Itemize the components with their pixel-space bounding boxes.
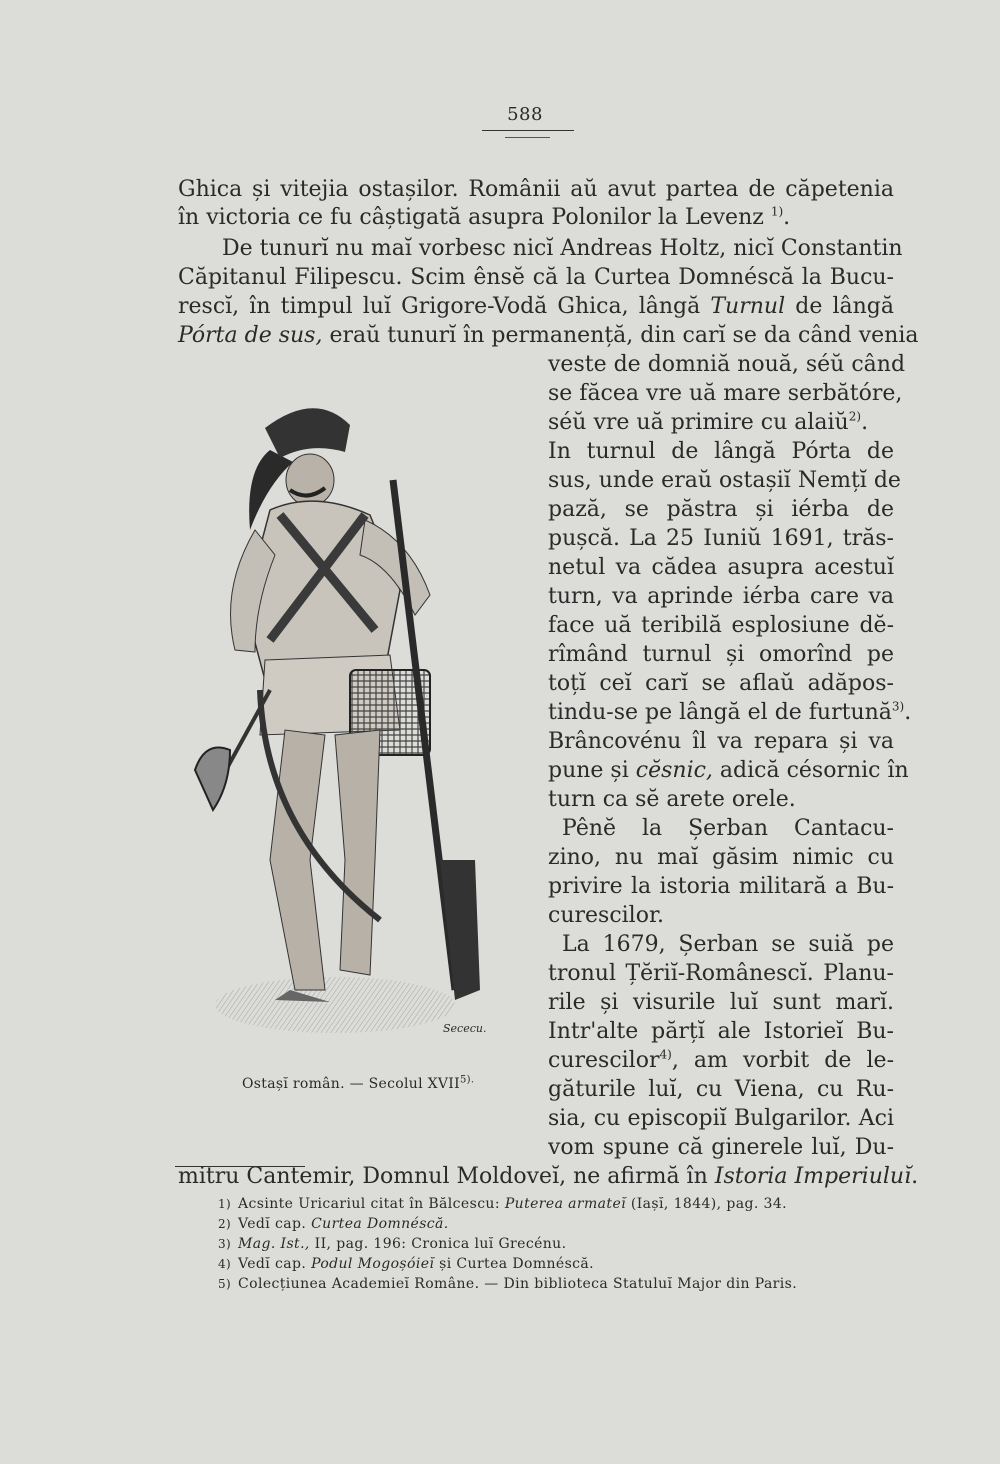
body-line: Brâncovénu îl va repara și va: [548, 729, 894, 754]
body-line: De tunurĭ nu maĭ vorbesc nicĭ Andreas Holtz, nicĭ Constantin: [222, 236, 903, 261]
body-line: tindu-se pe lângă el de furtună$^{3)}$.: [548, 699, 912, 725]
footnote-ref: 4): [659, 1047, 672, 1062]
body-line: sus, unde eraŭ ostașiĭ Nemțĭ de: [548, 468, 901, 493]
soldier-engraving: [175, 390, 535, 1070]
footnote: 3) Mag. Ist., II, pag. 196: Cronica luĭ Grecénu.: [218, 1236, 567, 1252]
footnote: 1) Acsinte Uricariul citat în Bălcescu: Puterea armateĭ (Iașĭ, 1844), pag. 34.: [218, 1196, 788, 1212]
body-line: pune și cĕsnic, adică césornic în: [548, 758, 909, 783]
footnote-ref: 1): [770, 204, 784, 219]
footnote: 5) Colecțiunea Academieĭ Române. — Din biblioteca Statuluĭ Major din Paris.: [218, 1276, 798, 1292]
body-line: pușcă. La 25 Iuniŭ 1691, trăs-: [548, 526, 894, 551]
body-line: Ghica și vitejia ostașilor. Românii aŭ avut partea de căpetenia: [178, 177, 894, 202]
body-line: vom spune că ginerele luĭ, Du-: [548, 1135, 894, 1160]
body-line: în victoria ce fu câștigată asupra Polonilor la Levenz $^{1)}$.: [178, 204, 791, 230]
body-line: sia, cu episcopiĭ Bulgarilor. Aci: [548, 1106, 894, 1131]
body-line: se făcea vre uă mare serbătóre,: [548, 381, 903, 406]
body-line: zino, nu maĭ găsim nimic cu: [548, 845, 894, 870]
artist-signature: Sececu.: [443, 1022, 487, 1035]
body-line: tronul Țĕriĭ-Românescĭ. Planu-: [548, 961, 894, 986]
body-line: Pênĕ la Șerban Cantacu-: [562, 816, 894, 841]
body-line: In turnul de lângă Pórta de: [548, 439, 894, 464]
soldier-illustration: [175, 390, 535, 1070]
figure-caption: Ostașĭ român. — Secolul $XVII^{5).}$: [242, 1074, 475, 1092]
body-line: face uă teribilă esplosiune dĕ-: [548, 613, 894, 638]
footnote-rule: [175, 1166, 305, 1167]
body-line: La 1679, Șerban se suiă pe: [562, 932, 894, 957]
header-rule-short: [505, 137, 550, 138]
body-line: Intr'alte părțĭ ale Istorieĭ Bu-: [548, 1019, 894, 1044]
body-line: pază, se păstra și iérba de: [548, 497, 894, 522]
body-line: găturile luĭ, cu Viena, cu Ru-: [548, 1077, 894, 1102]
body-line: séŭ vre uă primire cu alaiŭ$^{2)}$.: [548, 409, 869, 435]
body-line: turn ca sĕ arete orele.: [548, 787, 796, 812]
body-line: Pórta de sus, eraŭ tunurĭ în permanență, din carĭ se da când venia: [178, 323, 919, 348]
body-line: mitru Cantemir, Domnul Moldoveĭ, ne afirmă în Istoria Imperiuluĭ.: [178, 1164, 919, 1189]
footnote: 2) Vedĭ cap. Curtea Domnéscă.: [218, 1216, 449, 1232]
footnote: 4) Vedĭ cap. Podul Mogoșóieĭ și Curtea Domnéscă.: [218, 1256, 595, 1272]
body-line: curescilor$^{4)}$, am vorbit de le-: [548, 1047, 894, 1073]
body-line: turn, va aprinde iérba care va: [548, 584, 894, 609]
page-number: 588: [507, 104, 543, 125]
body-line: curescilor.: [548, 903, 665, 928]
body-line: veste de domniă nouă, séŭ când: [548, 352, 906, 377]
header-rule: [482, 130, 574, 131]
body-line: toțĭ ceĭ carĭ se aflaŭ adăpos-: [548, 671, 894, 696]
body-line: rile și visurile luĭ sunt marĭ.: [548, 990, 894, 1015]
footnote-ref: 2): [848, 409, 862, 424]
body-line: Căpitanul Filipescu. Scim ênsĕ că la Curtea Domnéscă la Bucu-: [178, 265, 894, 290]
body-line: privire la istoria militară a Bu-: [548, 874, 894, 899]
footnote-ref: 3): [891, 699, 905, 714]
body-line: netul va cădea asupra acestuĭ: [548, 555, 894, 580]
body-line: rescĭ, în timpul luĭ Grigore-Vodă Ghica, lângă Turnul de lângă: [178, 294, 894, 319]
body-line: rîmând turnul și omorînd pe: [548, 642, 894, 667]
